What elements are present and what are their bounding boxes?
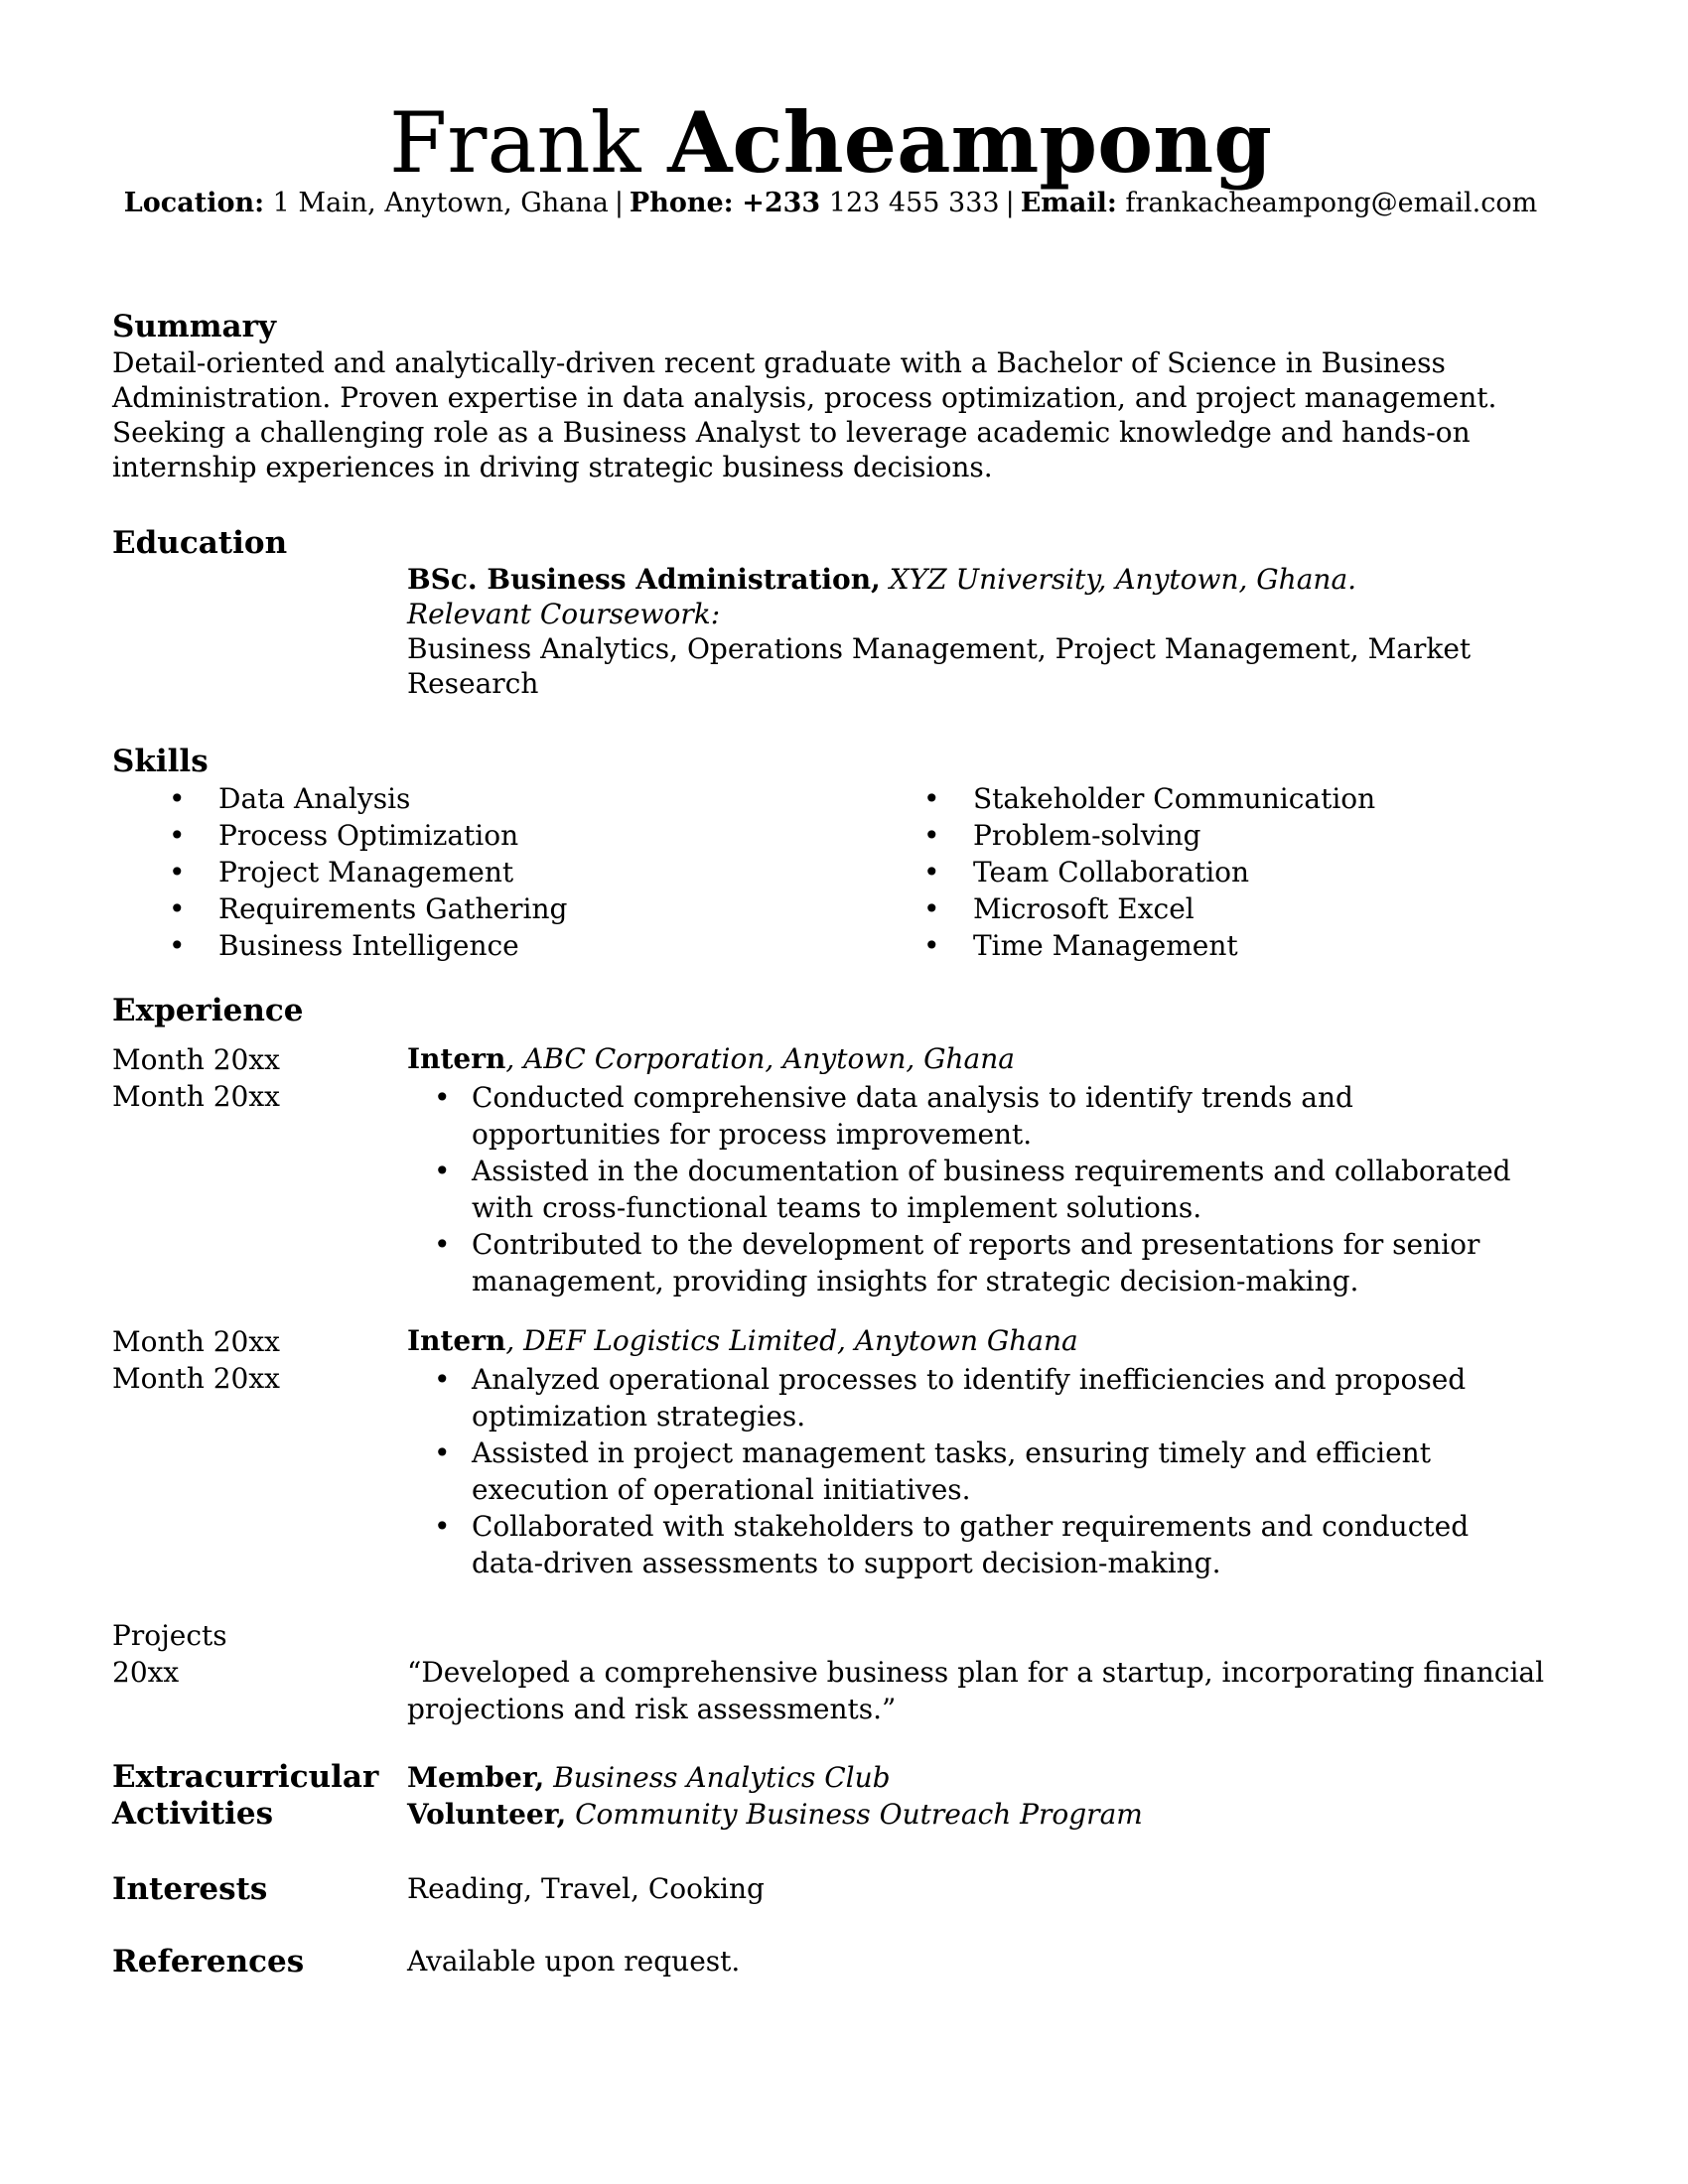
job-bullet-list <box>407 1079 1549 1299</box>
coursework-label: Relevant Coursework: <box>407 598 721 630</box>
projects-year: 20xx <box>112 1656 180 1689</box>
skill-item <box>112 817 867 854</box>
phone-label: Phone: <box>629 188 734 218</box>
interests-text: Reading, Travel, Cooking <box>407 1872 765 1905</box>
extracurricular-label-block <box>112 1759 407 1833</box>
section-skills <box>112 743 1549 964</box>
bullet-icon: • <box>923 819 940 852</box>
skills-column-2 <box>867 780 1549 964</box>
skill-item <box>867 780 1549 817</box>
location-label: Location: <box>123 188 265 218</box>
job-company: , DEF Logistics Limited, Anytown Ghana <box>505 1324 1078 1357</box>
bullet-icon: • <box>169 782 186 815</box>
bullet-icon: • <box>923 856 940 888</box>
bullet-icon: • <box>434 1081 451 1114</box>
projects-body <box>407 1617 1549 1727</box>
job-bullet-text: Conducted comprehensive data analysis to identify trends and opportunities for process improvement. <box>472 1081 1353 1151</box>
bullet-icon: • <box>434 1155 451 1187</box>
skill-item <box>867 927 1549 964</box>
activity-item <box>407 1796 1549 1833</box>
bullet-icon: • <box>169 856 186 888</box>
activity-role: Volunteer, <box>407 1798 567 1831</box>
section-references <box>112 1943 1549 1980</box>
phone-number: 123 455 333 <box>828 188 1000 218</box>
education-degree-line <box>407 562 1549 597</box>
job-details <box>407 1323 1549 1581</box>
activity-organization: Business Analytics Club <box>553 1761 891 1794</box>
skill-label: Microsoft Excel <box>973 892 1195 925</box>
job-title-line <box>407 1323 1549 1358</box>
skill-label: Problem-solving <box>973 819 1201 852</box>
section-experience <box>112 992 1549 1581</box>
experience-entry <box>112 1041 1549 1299</box>
job-bullet-list <box>407 1361 1549 1581</box>
skill-item <box>112 854 867 890</box>
bullet-icon: • <box>434 1436 451 1469</box>
project-description: “Developed a comprehensive business plan for a startup, incorporating financial projections and risk assessments.” <box>407 1656 1545 1725</box>
separator: | <box>614 188 624 218</box>
references-heading: References <box>112 1944 305 1979</box>
job-bullet <box>407 1153 1549 1226</box>
skill-label: Time Management <box>973 929 1238 962</box>
skills-column-1 <box>112 780 867 964</box>
bullet-icon: • <box>923 929 940 962</box>
institution: XYZ University, Anytown, Ghana. <box>889 563 1357 596</box>
bullet-icon: • <box>923 782 940 815</box>
skill-item <box>867 890 1549 927</box>
section-interests <box>112 1870 1549 1908</box>
job-bullet-text: Assisted in project management tasks, ensuring timely and efficient execution of operational initiatives. <box>472 1436 1431 1506</box>
location-value: 1 Main, Anytown, Ghana <box>272 188 609 218</box>
job-bullet <box>407 1079 1549 1153</box>
section-extracurricular <box>112 1759 1549 1833</box>
skill-label: Project Management <box>218 856 514 888</box>
job-bullet-text: Collaborated with stakeholders to gather requirements and conducted data-driven assessments to support decision-making. <box>472 1510 1470 1579</box>
email-value: frankacheampong@email.com <box>1125 188 1538 218</box>
section-summary <box>112 308 1549 484</box>
phone-country-code: +233 <box>742 188 821 218</box>
skill-label: Stakeholder Communication <box>973 782 1376 815</box>
job-title: Intern <box>407 1042 506 1075</box>
job-details <box>407 1041 1549 1299</box>
job-bullet <box>407 1226 1549 1299</box>
education-body <box>407 562 1549 701</box>
date-to: Month 20xx <box>112 1362 280 1395</box>
bullet-icon: • <box>169 819 186 852</box>
activity-organization: Community Business Outreach Program <box>575 1798 1143 1831</box>
bullet-icon: • <box>169 929 186 962</box>
bullet-icon: • <box>434 1363 451 1396</box>
job-dates <box>112 1041 407 1299</box>
education-heading: Education <box>112 525 288 561</box>
skill-label: Process Optimization <box>218 819 519 852</box>
section-education <box>112 524 1549 701</box>
contact-line <box>112 187 1549 220</box>
references-body <box>407 1943 1549 1980</box>
skill-label: Business Intelligence <box>218 929 519 962</box>
skill-item <box>112 780 867 817</box>
experience-entry <box>112 1323 1549 1581</box>
job-bullet-text: Contributed to the development of reports and presentations for senior management, providing insights for strategic decision-making. <box>472 1228 1480 1297</box>
references-text: Available upon request. <box>407 1945 741 1978</box>
interests-heading: Interests <box>112 1871 268 1907</box>
experience-heading: Experience <box>112 993 304 1028</box>
section-projects <box>112 1617 1549 1727</box>
job-title: Intern <box>407 1324 506 1357</box>
degree: BSc. Business Administration, <box>407 563 881 596</box>
skill-label: Requirements Gathering <box>218 892 568 925</box>
date-from: Month 20xx <box>112 1043 280 1076</box>
job-bullet <box>407 1434 1549 1508</box>
activity-item <box>407 1759 1549 1796</box>
projects-label: Projects <box>112 1619 227 1652</box>
extracurricular-body <box>407 1759 1549 1833</box>
extracurricular-heading: Extracurricular Activities <box>112 1759 379 1832</box>
job-dates <box>112 1323 407 1581</box>
bullet-icon: • <box>434 1510 451 1543</box>
interests-body <box>407 1870 1549 1908</box>
coursework-list: Business Analytics, Operations Management, Project Management, Market Research <box>407 632 1472 700</box>
activity-role: Member, <box>407 1761 545 1794</box>
last-name: Acheampong <box>667 93 1272 192</box>
resume-header <box>112 93 1549 220</box>
job-title-line <box>407 1041 1549 1076</box>
skills-heading: Skills <box>112 744 209 779</box>
summary-text: Detail-oriented and analytically-driven recent graduate with a Bachelor of Science in Business Administration. Proven expertise in data analysis, process optimization, and project management. Seeking a challenging role as a Business Analyst to leverage academic knowledge and hands-on internship experiences in driving strategic business decisions. <box>112 346 1497 483</box>
references-label-block <box>112 1943 407 1980</box>
skill-item <box>112 927 867 964</box>
job-bullet <box>407 1508 1549 1581</box>
job-bullet-text: Analyzed operational processes to identify inefficiencies and proposed optimization strategies. <box>472 1363 1467 1433</box>
skill-item <box>867 854 1549 890</box>
separator: | <box>1005 188 1015 218</box>
interests-label-block <box>112 1870 407 1908</box>
bullet-icon: • <box>169 892 186 925</box>
job-bullet <box>407 1361 1549 1434</box>
bullet-icon: • <box>434 1228 451 1261</box>
skill-item <box>112 890 867 927</box>
date-to: Month 20xx <box>112 1080 280 1113</box>
skill-label: Team Collaboration <box>973 856 1250 888</box>
skills-columns <box>112 780 1549 964</box>
date-from: Month 20xx <box>112 1325 280 1358</box>
skill-label: Data Analysis <box>218 782 411 815</box>
projects-label-block <box>112 1617 407 1727</box>
summary-heading: Summary <box>112 309 276 344</box>
bullet-icon: • <box>923 892 940 925</box>
skill-item <box>867 817 1549 854</box>
job-company: , ABC Corporation, Anytown, Ghana <box>505 1042 1015 1075</box>
email-label: Email: <box>1020 188 1117 218</box>
candidate-name <box>112 93 1549 192</box>
first-name: Frank <box>389 94 641 192</box>
job-bullet-text: Assisted in the documentation of business requirements and collaborated with cross-functional teams to implement solutions. <box>472 1155 1511 1224</box>
